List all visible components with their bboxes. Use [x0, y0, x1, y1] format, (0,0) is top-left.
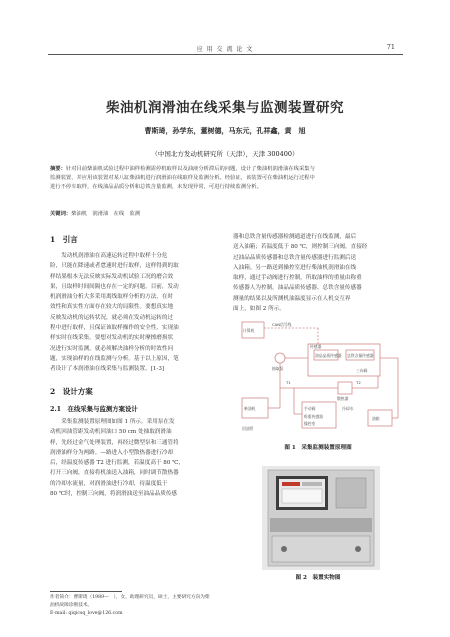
section-1-heading: 1 引言	[50, 235, 78, 244]
radiator-box	[338, 382, 352, 394]
section-2-1-heading: 2.1 在线采集与监测方案设计	[50, 405, 138, 413]
s1-line: 程中进行取样，且保证该取样操作的安全性，实现油	[50, 325, 179, 332]
abstract-label: 摘要：	[50, 166, 66, 172]
affiliation: （中国北方发动机研究所（天津），天津 300400）	[151, 150, 299, 158]
s1-line: 果，且取样时间间隔也存在一定的问题。目前，发动	[50, 283, 179, 290]
r-line: 送入油箱；若温度低于 80 ℃，则控制三向阀，直接经	[233, 244, 368, 251]
keywords-label: 关键词：	[50, 211, 72, 217]
s1-line: 样实时在线采集。要想对发动机的实时摩擦磨损状	[50, 335, 174, 342]
label-radiator: 散热器	[337, 396, 349, 401]
s2-line: 的冷却水流量，对润滑油进行冷却，待温度低于	[50, 480, 168, 487]
header-rule	[48, 54, 403, 55]
s2-line: 动机回油管距发动机回油口 50 cm 处抽取润滑油	[50, 429, 172, 436]
abstract-line-2: 监测装置，并应用该装置对某八缸柴油机进行润滑油在线取样及监测分析。经验证，该装置可在柴油机运行过程中	[50, 174, 315, 181]
section-2-heading: 2 设计方案	[50, 387, 93, 396]
s1-line: 况进行实时监测，就必须解决油样分析的时效性问	[50, 345, 174, 352]
figure-1-caption: 图 1 采集监测装置原理图	[284, 445, 352, 451]
s1-line: 机润滑油分析大多采用离线取样分析的方法，在时	[50, 294, 174, 301]
label-sensor: 传感器	[310, 344, 322, 349]
label-cooling-water: 冷却水	[342, 406, 354, 411]
s1-line: 样结果根本无法反映实际发动机试验工况的磨合效	[50, 273, 174, 280]
s1-line: 题，实现油样的在线监测与分析。基于以上原因，笔	[50, 355, 179, 362]
running-title: 应 用 交 流 论 文	[196, 46, 254, 53]
r-line: 入油箱。另一路送到操控室进行柴油机润滑油在线	[233, 264, 357, 271]
r-line: 取样，通过手动阀进行控制，所取油样的重量由称重	[233, 275, 362, 282]
r-line: 器和总铁含量传感器检测通道进行在线监测，最后	[233, 234, 357, 240]
section-1-body	[50, 251, 218, 375]
label-computer: 计算机	[243, 328, 255, 333]
label-iron-sensor: 总铁含量传感器	[347, 353, 374, 358]
s2-line: 80 ℃时，控制三向阀，将润滑油送至油品品质传感	[50, 491, 178, 498]
s1-line: 者设计了本润滑油在线采集与监测装置。[1-3]	[50, 366, 165, 373]
authors: 曹斯琦，孙学东，董树德，马东元，孔祥鑫，黄 旭	[144, 126, 306, 135]
s2-line: 后，经温度传感器 T2 进行监测，若温度高于 80 ℃，	[50, 460, 185, 467]
pump-symbol	[275, 353, 285, 363]
footnote-line: 油机故障诊断技术。	[50, 603, 93, 608]
keywords-text: 柴油机 润滑油 在线 监测	[71, 211, 141, 217]
s2-line: 润滑油样分为两路。—路进入小型散热器进行冷却	[50, 449, 174, 456]
keywords	[50, 209, 405, 217]
s1-line: 反映发动机的运转状况，就必须在发动机运转的过	[50, 314, 174, 321]
r-line: 传感器人为控制。油品品质传感器、总铁含量传感器	[233, 285, 362, 292]
label-engine: 柴油机	[244, 406, 256, 411]
figure-2-caption: 图 2 装置实物图	[295, 575, 341, 581]
figure-1-diagram	[238, 318, 406, 440]
right-column-body	[233, 232, 403, 314]
footnote-rule	[50, 591, 122, 592]
abstract	[50, 165, 405, 192]
page-number: 71	[386, 43, 395, 51]
figure-2-photo	[262, 466, 380, 570]
footnote-line: E-mail: qiqicsq_love@126.com	[50, 611, 123, 616]
footnote	[50, 594, 218, 618]
label-pump: 抽取泵	[272, 366, 284, 371]
label-oil-tank: 油箱	[372, 416, 380, 421]
label-operator-room: 操控室	[304, 421, 316, 426]
r-line: 测量的结果以及所测机油温度显示在人机交互界	[233, 295, 351, 302]
label-t2: T2	[356, 380, 361, 385]
s1-line: 险，只能在降速或者怠速时进行取样，这样得到的取	[50, 263, 179, 270]
label-return-pipe: 回油管	[242, 426, 254, 431]
r-line: 面上，如图 2 所示。	[233, 306, 285, 313]
s2-line: 样，先经过金气处理装置，再经过微型泵和三通管将	[50, 439, 179, 446]
s2-line: 打开三向阀，直接将机油送入油箱，同时调节散热器	[50, 470, 179, 477]
s1-line: 发动机润滑油在高速运转过程中取样十分危	[50, 253, 168, 259]
label-quality-sensor: 油品品质传感器	[315, 353, 342, 358]
s1-line: 效性和真实性方面存在较大的局限性。要想真实地	[50, 304, 174, 311]
abstract-line-1: 针对目前柴油机试验过程中油样检测需停机取样以及油液分析滞后的问题，设计了柴油机润滑油在线采集与	[65, 166, 315, 172]
label-manual-valve: 手动阀	[304, 406, 316, 411]
label-valve: 三向阀	[356, 368, 368, 373]
paper-title: 柴油机润滑油在线采集与监测装置研究	[106, 100, 344, 116]
label-signal: CAN信号线	[272, 322, 292, 327]
label-weighing: 称重传感器	[304, 414, 323, 419]
section-2-body	[50, 417, 218, 499]
r-line: 过油品品质传感器和总铁含量传感器进行监测后送	[233, 254, 357, 261]
label-t1: T1	[286, 380, 291, 385]
s2-line: 采集监测装置原理图如图 1 所示。采用泵在发	[50, 419, 175, 425]
abstract-line-3: 进行不停车取样，在线油品品质分析和总铁含量监测，未发现异常，可进行持续监测分析。	[50, 183, 262, 190]
footnote-line: 作者简介：曹斯琦（1989— ），女，助理研究员，硕士，主要研究方向为柴	[50, 595, 210, 600]
